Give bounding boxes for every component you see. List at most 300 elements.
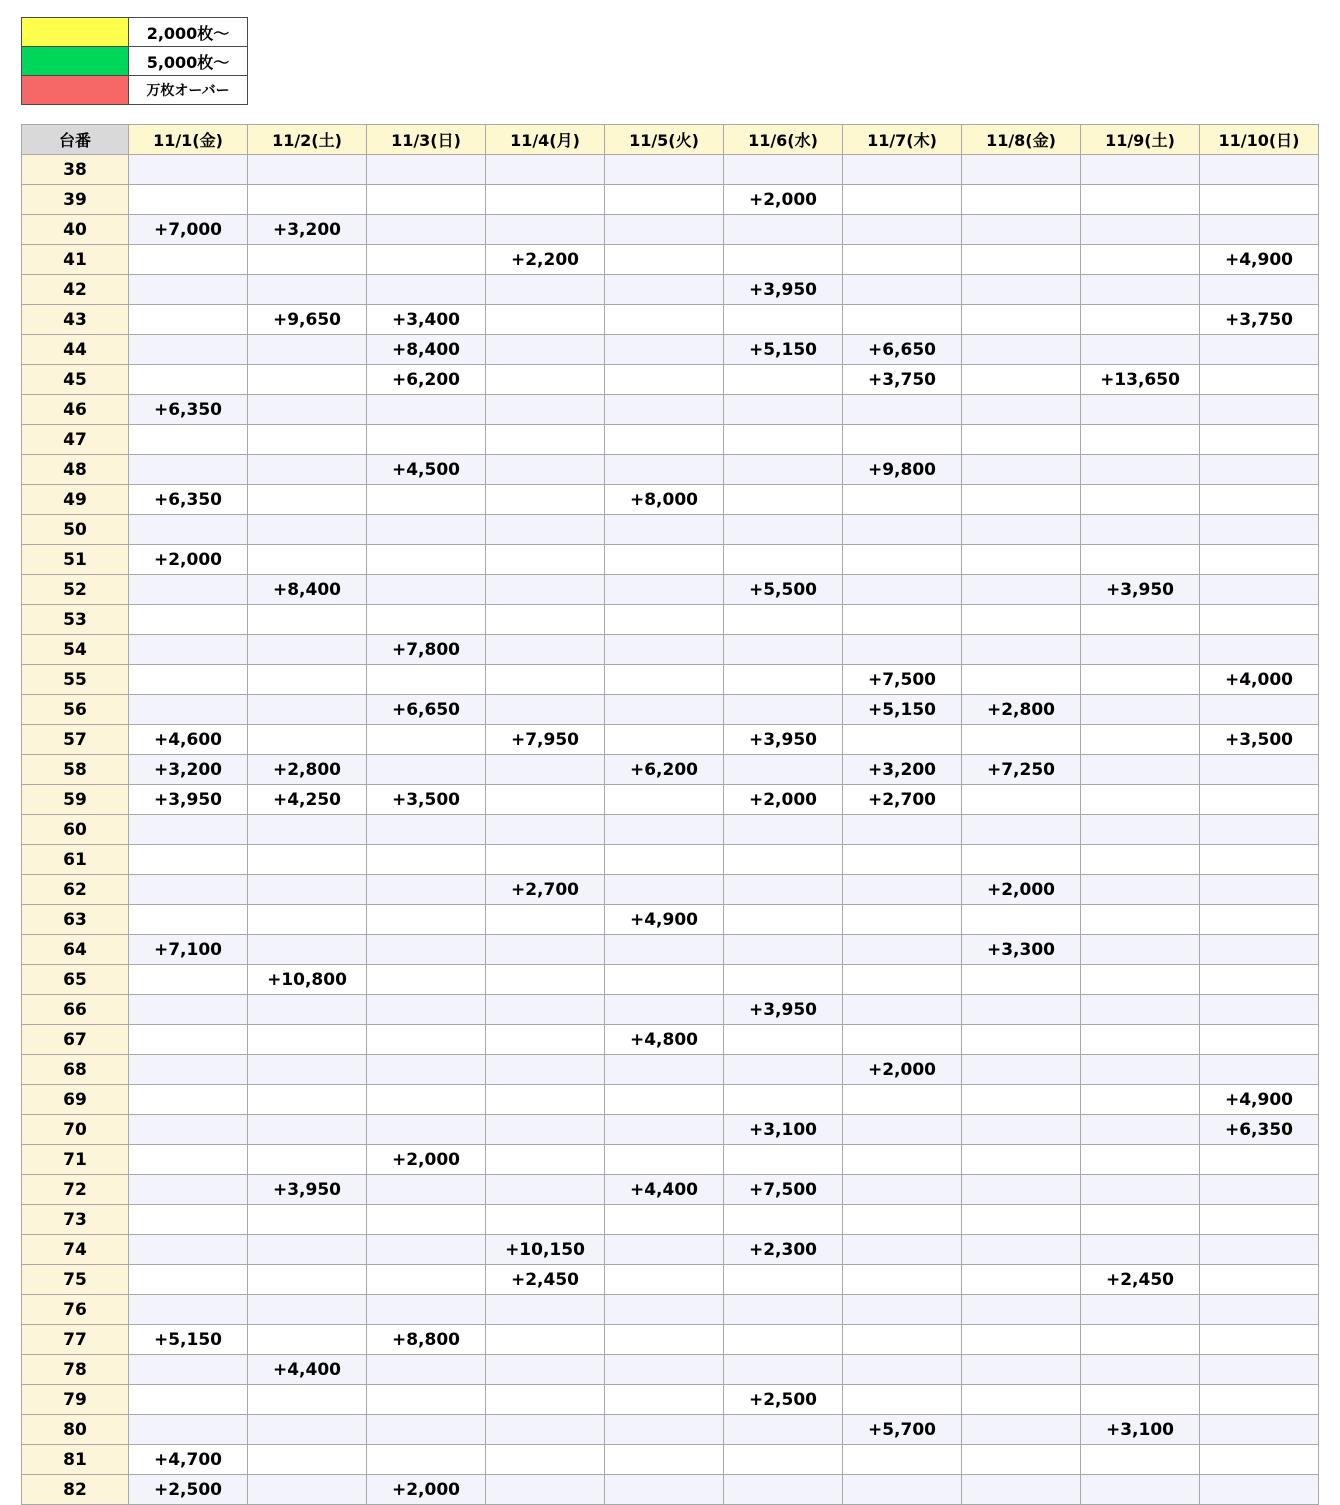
result-cell <box>486 605 605 635</box>
table-row <box>22 275 1319 305</box>
result-cell <box>248 185 367 215</box>
legend-swatch <box>22 76 129 105</box>
table-row <box>22 395 1319 425</box>
result-cell <box>248 425 367 455</box>
result-cell: +7,500 <box>724 1175 843 1205</box>
table-row <box>22 455 1319 485</box>
result-cell <box>367 815 486 845</box>
result-cell: +6,200 <box>367 365 486 395</box>
result-cell <box>367 1115 486 1145</box>
result-cell <box>248 1205 367 1235</box>
result-cell <box>843 515 962 545</box>
machine-number: 69 <box>22 1085 129 1115</box>
result-cell: +2,200 <box>486 245 605 275</box>
result-cell: +3,750 <box>1200 305 1319 335</box>
result-cell <box>1081 905 1200 935</box>
machine-number: 40 <box>22 215 129 245</box>
result-cell <box>1200 875 1319 905</box>
result-cell <box>724 815 843 845</box>
machine-number: 39 <box>22 185 129 215</box>
legend-label: 5,000枚〜 <box>129 47 248 76</box>
table-row <box>22 425 1319 455</box>
machine-number: 66 <box>22 995 129 1025</box>
result-cell <box>486 1385 605 1415</box>
result-cell <box>248 1325 367 1355</box>
result-cell <box>486 1115 605 1145</box>
result-cell <box>1081 395 1200 425</box>
result-cell <box>724 365 843 395</box>
result-cell: +2,450 <box>486 1265 605 1295</box>
result-cell: +2,000 <box>367 1475 486 1505</box>
result-cell <box>1081 1235 1200 1265</box>
result-cell: +3,950 <box>129 785 248 815</box>
result-cell <box>248 1385 367 1415</box>
result-cell <box>962 1025 1081 1055</box>
result-cell <box>1200 1355 1319 1385</box>
result-cell <box>367 1055 486 1085</box>
result-cell <box>367 665 486 695</box>
result-cell <box>367 605 486 635</box>
result-cell <box>367 185 486 215</box>
result-cell <box>843 215 962 245</box>
machine-number: 52 <box>22 575 129 605</box>
result-cell <box>367 1445 486 1475</box>
result-cell <box>843 1475 962 1505</box>
result-cell <box>248 935 367 965</box>
result-cell <box>486 1055 605 1085</box>
result-cell <box>1081 425 1200 455</box>
result-cell <box>1081 1205 1200 1235</box>
result-cell: +4,900 <box>605 905 724 935</box>
result-cell <box>962 995 1081 1025</box>
result-cell <box>962 1085 1081 1115</box>
table-row <box>22 1115 1319 1145</box>
result-cell <box>843 635 962 665</box>
result-cell: +8,000 <box>605 485 724 515</box>
result-cell <box>724 1025 843 1055</box>
result-cell <box>248 1265 367 1295</box>
result-cell <box>1200 1025 1319 1055</box>
result-cell <box>1200 755 1319 785</box>
machine-number: 61 <box>22 845 129 875</box>
result-cell <box>486 545 605 575</box>
result-cell: +2,000 <box>129 545 248 575</box>
result-cell <box>724 845 843 875</box>
date-header: 11/2(土) <box>248 125 367 155</box>
result-cell <box>962 425 1081 455</box>
result-cell <box>962 1325 1081 1355</box>
result-cell: +4,400 <box>248 1355 367 1385</box>
result-cell <box>843 725 962 755</box>
result-cell <box>367 1205 486 1235</box>
machine-number: 78 <box>22 1355 129 1385</box>
result-cell <box>129 1235 248 1265</box>
result-cell <box>486 695 605 725</box>
machine-number: 74 <box>22 1235 129 1265</box>
result-cell <box>1081 1475 1200 1505</box>
result-cell: +2,300 <box>724 1235 843 1265</box>
result-cell <box>1200 815 1319 845</box>
result-cell <box>129 1385 248 1415</box>
result-cell <box>486 665 605 695</box>
result-cell <box>962 395 1081 425</box>
result-cell <box>486 1295 605 1325</box>
result-cell <box>843 305 962 335</box>
result-cell <box>962 275 1081 305</box>
result-cell: +6,650 <box>367 695 486 725</box>
legend-row <box>22 47 248 76</box>
result-cell <box>486 485 605 515</box>
result-cell <box>605 575 724 605</box>
table-row <box>22 1475 1319 1505</box>
result-cell <box>129 1055 248 1085</box>
result-cell <box>486 785 605 815</box>
result-cell <box>605 695 724 725</box>
machine-number: 76 <box>22 1295 129 1325</box>
result-cell <box>962 725 1081 755</box>
result-cell <box>367 1415 486 1445</box>
result-cell <box>1081 725 1200 755</box>
result-cell: +3,200 <box>248 215 367 245</box>
result-cell <box>605 245 724 275</box>
result-cell: +7,100 <box>129 935 248 965</box>
result-cell: +5,500 <box>724 575 843 605</box>
result-cell <box>486 1415 605 1445</box>
result-cell <box>962 1265 1081 1295</box>
result-cell: +4,900 <box>1200 245 1319 275</box>
date-header: 11/6(水) <box>724 125 843 155</box>
table-row <box>22 815 1319 845</box>
result-cell <box>248 155 367 185</box>
result-cell <box>367 215 486 245</box>
result-cell <box>843 1295 962 1325</box>
result-cell <box>486 1475 605 1505</box>
result-cell: +4,000 <box>1200 665 1319 695</box>
result-cell <box>248 245 367 275</box>
result-cell: +3,950 <box>724 275 843 305</box>
result-cell <box>843 425 962 455</box>
result-cell <box>367 845 486 875</box>
result-cell <box>843 1175 962 1205</box>
result-cell <box>1200 695 1319 725</box>
table-row <box>22 305 1319 335</box>
table-row <box>22 1445 1319 1475</box>
date-header: 11/10(日) <box>1200 125 1319 155</box>
result-cell <box>248 1145 367 1175</box>
result-cell <box>248 1025 367 1055</box>
result-cell: +9,800 <box>843 455 962 485</box>
result-cell <box>962 665 1081 695</box>
result-cell <box>1200 785 1319 815</box>
result-cell: +2,000 <box>962 875 1081 905</box>
result-cell <box>1081 485 1200 515</box>
result-cell <box>1200 425 1319 455</box>
result-cell <box>486 1445 605 1475</box>
result-cell: +4,250 <box>248 785 367 815</box>
result-cell <box>486 515 605 545</box>
result-cell <box>1200 1145 1319 1175</box>
result-cell <box>367 1385 486 1415</box>
result-cell <box>367 965 486 995</box>
result-cell: +8,800 <box>367 1325 486 1355</box>
result-cell <box>129 455 248 485</box>
result-cell <box>1081 665 1200 695</box>
table-row <box>22 1385 1319 1415</box>
result-cell: +4,900 <box>1200 1085 1319 1115</box>
result-cell <box>962 1115 1081 1145</box>
result-cell: +4,800 <box>605 1025 724 1055</box>
result-cell <box>1081 335 1200 365</box>
machine-number: 63 <box>22 905 129 935</box>
table-row <box>22 575 1319 605</box>
result-cell <box>843 905 962 935</box>
result-cell <box>486 275 605 305</box>
result-cell <box>843 1145 962 1175</box>
result-cell <box>843 935 962 965</box>
result-cell: +5,150 <box>129 1325 248 1355</box>
machine-number: 60 <box>22 815 129 845</box>
result-cell: +3,100 <box>724 1115 843 1145</box>
table-row <box>22 635 1319 665</box>
date-header: 11/4(月) <box>486 125 605 155</box>
result-cell <box>129 1355 248 1385</box>
result-cell <box>486 1025 605 1055</box>
result-cell <box>486 1145 605 1175</box>
result-cell <box>486 1085 605 1115</box>
result-cell <box>1200 995 1319 1025</box>
results-table <box>21 124 1319 1505</box>
result-cell <box>129 605 248 635</box>
result-cell: +2,000 <box>843 1055 962 1085</box>
result-cell <box>962 1145 1081 1175</box>
result-cell <box>605 635 724 665</box>
result-cell <box>843 485 962 515</box>
result-cell: +5,700 <box>843 1415 962 1445</box>
result-cell <box>843 1385 962 1415</box>
machine-number: 68 <box>22 1055 129 1085</box>
result-cell <box>605 1055 724 1085</box>
result-cell <box>843 1445 962 1475</box>
result-cell <box>367 515 486 545</box>
result-cell <box>486 365 605 395</box>
result-cell: +6,200 <box>605 755 724 785</box>
result-cell <box>248 725 367 755</box>
table-row <box>22 1355 1319 1385</box>
result-cell <box>1200 575 1319 605</box>
table-row <box>22 1295 1319 1325</box>
result-cell <box>962 815 1081 845</box>
result-cell <box>605 275 724 305</box>
result-cell <box>129 1145 248 1175</box>
machine-number: 41 <box>22 245 129 275</box>
result-cell <box>129 575 248 605</box>
result-cell <box>962 365 1081 395</box>
table-row <box>22 245 1319 275</box>
machine-number: 82 <box>22 1475 129 1505</box>
result-cell <box>248 485 367 515</box>
machine-number: 47 <box>22 425 129 455</box>
result-cell <box>486 905 605 935</box>
result-cell <box>962 965 1081 995</box>
result-cell <box>605 185 724 215</box>
result-cell: +10,150 <box>486 1235 605 1265</box>
result-cell <box>605 365 724 395</box>
result-cell <box>724 905 843 935</box>
result-cell <box>843 1265 962 1295</box>
result-cell <box>129 1175 248 1205</box>
result-cell: +3,950 <box>724 725 843 755</box>
result-cell <box>605 1415 724 1445</box>
result-cell <box>1081 1085 1200 1115</box>
result-cell <box>724 515 843 545</box>
result-cell <box>248 395 367 425</box>
result-cell <box>724 1265 843 1295</box>
table-row <box>22 515 1319 545</box>
machine-number: 43 <box>22 305 129 335</box>
result-cell <box>1200 1205 1319 1235</box>
result-cell <box>248 365 367 395</box>
result-cell <box>486 575 605 605</box>
table-row <box>22 875 1319 905</box>
result-cell <box>129 365 248 395</box>
result-cell <box>605 1235 724 1265</box>
result-cell <box>962 545 1081 575</box>
result-cell <box>605 425 724 455</box>
result-cell <box>843 185 962 215</box>
result-cell <box>962 1175 1081 1205</box>
result-cell <box>1200 395 1319 425</box>
result-cell <box>962 905 1081 935</box>
result-cell <box>486 215 605 245</box>
result-cell <box>1081 1385 1200 1415</box>
table-row <box>22 365 1319 395</box>
result-cell <box>1081 185 1200 215</box>
result-cell: +3,950 <box>1081 575 1200 605</box>
result-cell <box>367 755 486 785</box>
result-cell <box>1200 1175 1319 1205</box>
result-cell <box>724 755 843 785</box>
machine-number: 81 <box>22 1445 129 1475</box>
result-cell <box>724 635 843 665</box>
result-cell <box>1081 1445 1200 1475</box>
result-cell <box>962 515 1081 545</box>
table-row <box>22 995 1319 1025</box>
result-cell <box>1081 635 1200 665</box>
result-cell <box>605 1205 724 1235</box>
result-cell <box>1081 215 1200 245</box>
result-cell <box>367 155 486 185</box>
result-cell <box>1081 1025 1200 1055</box>
result-cell <box>724 1475 843 1505</box>
result-cell <box>605 1085 724 1115</box>
table-row <box>22 1175 1319 1205</box>
result-cell: +3,750 <box>843 365 962 395</box>
result-cell <box>1200 185 1319 215</box>
result-cell <box>486 395 605 425</box>
machine-number: 38 <box>22 155 129 185</box>
machine-number: 59 <box>22 785 129 815</box>
result-cell <box>486 305 605 335</box>
result-cell: +3,500 <box>367 785 486 815</box>
result-cell <box>1081 815 1200 845</box>
result-cell <box>248 1295 367 1325</box>
result-cell: +4,600 <box>129 725 248 755</box>
result-cell <box>248 605 367 635</box>
result-cell <box>962 605 1081 635</box>
result-cell <box>843 1085 962 1115</box>
result-cell: +3,500 <box>1200 725 1319 755</box>
result-cell <box>367 275 486 305</box>
result-cell: +3,400 <box>367 305 486 335</box>
result-cell <box>1081 1115 1200 1145</box>
result-cell <box>605 395 724 425</box>
result-cell <box>1200 485 1319 515</box>
result-cell <box>367 875 486 905</box>
result-cell <box>962 155 1081 185</box>
result-cell <box>486 1175 605 1205</box>
machine-number: 48 <box>22 455 129 485</box>
result-cell <box>724 605 843 635</box>
legend-swatch <box>22 18 129 47</box>
result-cell <box>605 155 724 185</box>
legend-label: 2,000枚〜 <box>129 18 248 47</box>
result-cell <box>605 515 724 545</box>
result-cell <box>1200 905 1319 935</box>
result-cell <box>724 545 843 575</box>
result-cell: +2,000 <box>724 785 843 815</box>
result-cell <box>724 1205 843 1235</box>
result-cell <box>129 335 248 365</box>
result-cell <box>1081 755 1200 785</box>
result-cell <box>129 515 248 545</box>
result-cell <box>843 1355 962 1385</box>
table-row <box>22 1145 1319 1175</box>
result-cell <box>843 815 962 845</box>
result-cell <box>1200 635 1319 665</box>
result-cell <box>724 395 843 425</box>
result-cell <box>843 1205 962 1235</box>
result-cell <box>129 875 248 905</box>
result-cell <box>129 155 248 185</box>
result-cell <box>724 965 843 995</box>
result-cell: +7,500 <box>843 665 962 695</box>
result-cell <box>1200 1445 1319 1475</box>
result-cell <box>1200 845 1319 875</box>
result-cell <box>962 335 1081 365</box>
result-cell <box>1081 935 1200 965</box>
result-cell: +6,350 <box>129 395 248 425</box>
result-cell <box>1200 1475 1319 1505</box>
result-cell <box>605 995 724 1025</box>
result-cell: +7,800 <box>367 635 486 665</box>
result-cell <box>248 1415 367 1445</box>
result-cell <box>1200 965 1319 995</box>
result-cell <box>248 845 367 875</box>
result-cell <box>1200 215 1319 245</box>
result-cell <box>605 1325 724 1355</box>
result-cell <box>1200 605 1319 635</box>
result-cell <box>248 335 367 365</box>
result-cell <box>843 275 962 305</box>
result-cell <box>962 1205 1081 1235</box>
result-cell: +3,200 <box>129 755 248 785</box>
result-cell <box>1081 305 1200 335</box>
result-cell <box>129 965 248 995</box>
result-cell <box>724 1145 843 1175</box>
result-cell <box>129 1265 248 1295</box>
result-cell <box>486 995 605 1025</box>
result-cell <box>605 1355 724 1385</box>
